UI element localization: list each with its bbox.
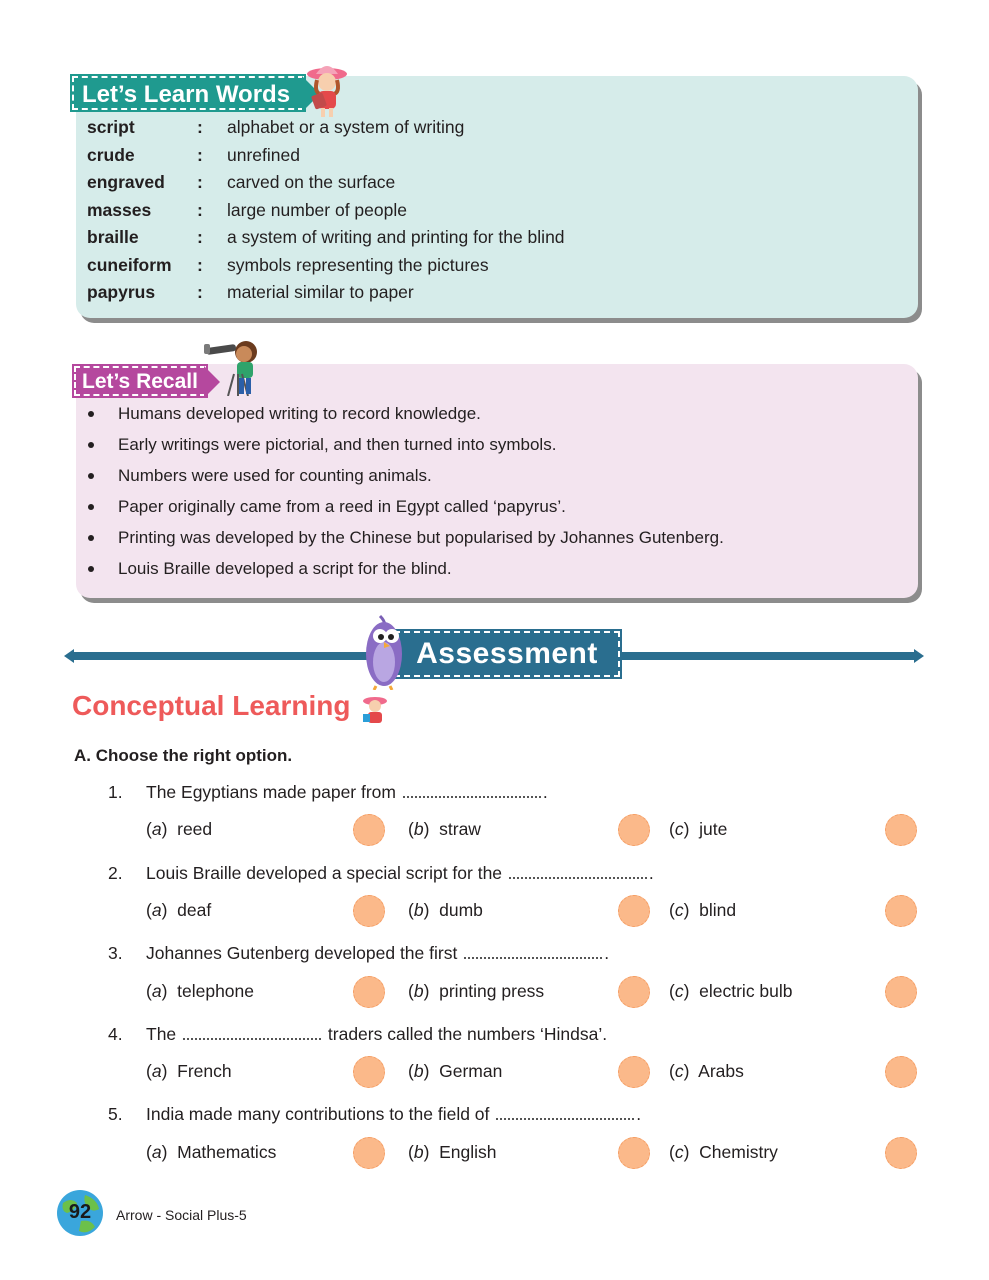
section-a-heading: A. Choose the right option. [74, 746, 293, 765]
word-colon: : [197, 199, 203, 220]
option-b: (b) printing press [408, 981, 545, 1001]
option-b: (b) straw [408, 819, 481, 839]
answer-blank[interactable] [403, 784, 541, 798]
list-item [88, 429, 888, 460]
word-definition: material similar to paper [227, 282, 414, 303]
option-c-circle[interactable] [885, 895, 917, 927]
word-term: engraved [87, 172, 165, 193]
answer-blank[interactable] [509, 865, 647, 879]
recall-text: Numbers were used for counting animals. [118, 465, 432, 485]
conceptual-learning-title: Conceptual Learning [72, 690, 351, 721]
question-number: 4. [108, 1024, 123, 1044]
option-a-circle[interactable] [353, 1056, 385, 1088]
option-c: (c) blind [669, 900, 737, 920]
option-a-circle[interactable] [353, 895, 385, 927]
option-a: (a) reed [146, 819, 213, 839]
question-text: The traders called the numbers ‘Hindsa’. [146, 1024, 608, 1044]
girl-with-hat-icon [302, 62, 352, 118]
purple-bird-icon [360, 614, 406, 690]
word-colon: : [197, 254, 203, 275]
option-c: (c) Arabs [669, 1061, 744, 1081]
recall-text: Humans developed writing to record knowledge. [118, 403, 481, 423]
word-row [87, 197, 887, 225]
option-b-circle[interactable] [618, 814, 650, 846]
option-a: (a) French [146, 1061, 232, 1081]
option-b-circle[interactable] [618, 976, 650, 1008]
list-item [88, 460, 888, 491]
option-a-circle[interactable] [353, 814, 385, 846]
option-c-circle[interactable] [885, 814, 917, 846]
word-list [87, 114, 887, 307]
answer-blank[interactable] [496, 1106, 634, 1120]
question-text: India made many contributions to the field of . [146, 1104, 642, 1124]
option-c-circle[interactable] [885, 1056, 917, 1088]
option-a: (a) deaf [146, 900, 212, 920]
book-title: Arrow - Social Plus-5 [116, 1207, 247, 1223]
list-item [88, 522, 888, 553]
option-c-circle[interactable] [885, 1137, 917, 1169]
word-colon: : [197, 227, 203, 248]
boy-with-telescope-icon [204, 334, 266, 396]
option-c-circle[interactable] [885, 976, 917, 1008]
word-row [87, 252, 887, 280]
word-term: braille [87, 227, 139, 248]
question-text: The Egyptians made paper from . [146, 782, 548, 802]
word-row [87, 114, 887, 142]
question-number: 5. [108, 1104, 123, 1124]
question-3 [108, 943, 609, 964]
recall-title: Let’s Recall [74, 366, 206, 396]
option-b-circle[interactable] [618, 1137, 650, 1169]
list-item [88, 398, 888, 429]
question-text: Johannes Gutenberg developed the first . [146, 943, 610, 963]
option-b: (b) German [408, 1061, 503, 1081]
word-colon: : [197, 282, 203, 303]
word-definition: symbols representing the pictures [227, 254, 489, 275]
word-row [87, 142, 887, 170]
question-number: 1. [108, 782, 123, 802]
word-row [87, 224, 887, 252]
word-definition: large number of people [227, 199, 407, 220]
recall-text: Louis Braille developed a script for the blind. [118, 558, 452, 578]
option-a-circle[interactable] [353, 976, 385, 1008]
word-colon: : [197, 144, 203, 165]
word-colon: : [197, 172, 203, 193]
word-definition: a system of writing and printing for the blind [227, 227, 565, 248]
small-girl-icon [358, 693, 392, 727]
question-2 [108, 863, 654, 884]
word-definition: carved on the surface [227, 172, 396, 193]
option-b-circle[interactable] [618, 895, 650, 927]
word-definition: alphabet or a system of writing [227, 117, 465, 138]
bullet-icon [88, 566, 94, 572]
word-term: masses [87, 199, 152, 220]
word-row [87, 279, 887, 307]
word-term: crude [87, 144, 135, 165]
list-item [88, 553, 888, 584]
option-c: (c) Chemistry [669, 1142, 778, 1162]
answer-blank[interactable] [464, 945, 602, 959]
option-b-circle[interactable] [618, 1056, 650, 1088]
bullet-icon [88, 442, 94, 448]
recall-text: Early writings were pictorial, and then turned into symbols. [118, 434, 557, 454]
recall-text: Printing was developed by the Chinese but popularised by Johannes Gutenberg. [118, 527, 724, 547]
recall-list [88, 398, 888, 584]
option-b: (b) English [408, 1142, 497, 1162]
question-1 [108, 782, 548, 803]
question-4 [108, 1024, 607, 1045]
option-a: (a) Mathematics [146, 1142, 277, 1162]
word-term: papyrus [87, 282, 156, 303]
question-number: 3. [108, 943, 123, 963]
option-c: (c) electric bulb [669, 981, 793, 1001]
answer-blank[interactable] [183, 1026, 321, 1040]
option-b: (b) dumb [408, 900, 483, 920]
option-a-circle[interactable] [353, 1137, 385, 1169]
question-number: 2. [108, 863, 123, 883]
word-definition: unrefined [227, 144, 300, 165]
page-number: 92 [68, 1201, 92, 1223]
question-5 [108, 1104, 641, 1125]
list-item [88, 491, 888, 522]
option-c: (c) jute [669, 819, 728, 839]
bullet-icon [88, 504, 94, 510]
question-text: Louis Braille developed a special script for the . [146, 863, 654, 883]
bullet-icon [88, 473, 94, 479]
recall-text: Paper originally came from a reed in Egypt called ‘papyrus’. [118, 496, 566, 516]
word-term: script [87, 117, 135, 138]
word-row [87, 169, 887, 197]
word-colon: : [197, 117, 203, 138]
bullet-icon [88, 411, 94, 417]
assessment-title: Assessment [394, 631, 620, 677]
option-a: (a) telephone [146, 981, 255, 1001]
bullet-icon [88, 535, 94, 541]
word-term: cuneiform [87, 254, 172, 275]
learn-words-title: Let’s Learn Words [72, 76, 304, 110]
